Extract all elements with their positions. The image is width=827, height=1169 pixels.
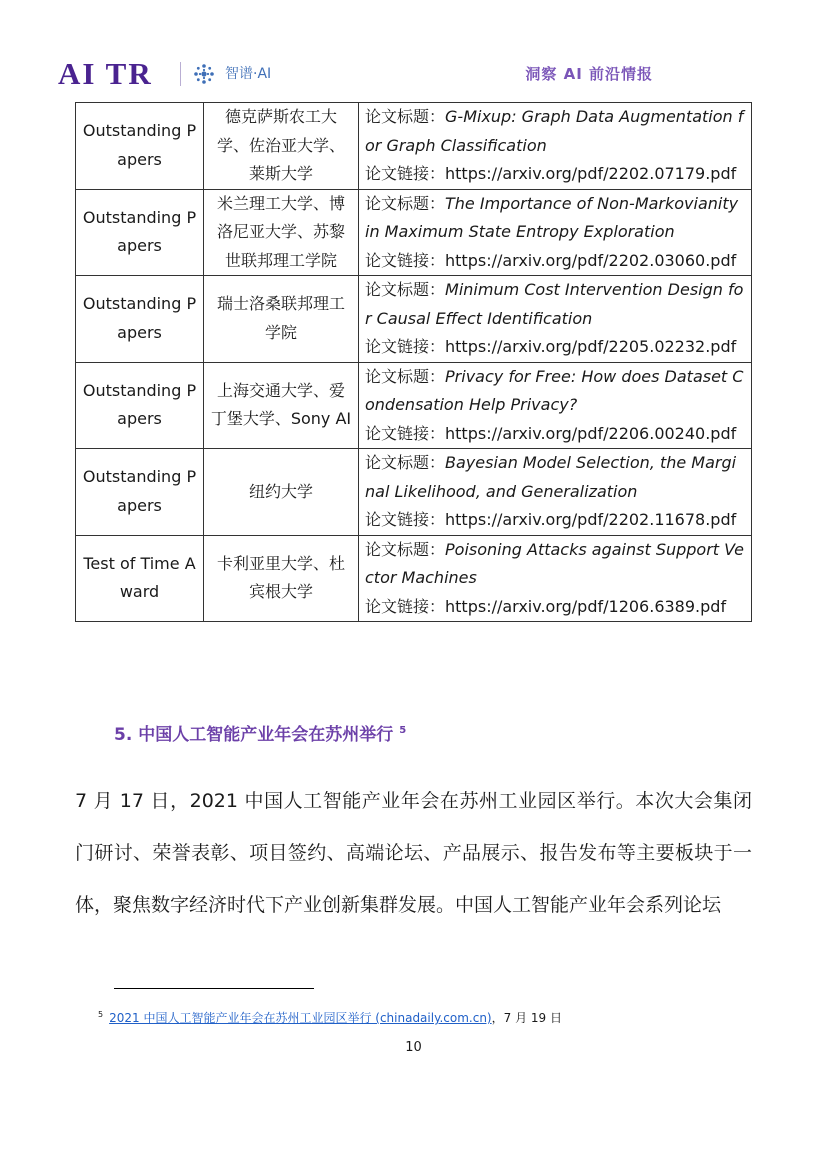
paper-title-line bbox=[365, 363, 745, 420]
paper-link-line bbox=[365, 160, 745, 189]
paper-title-label: 论文标题： bbox=[365, 366, 446, 386]
paper-link-label: 论文链接： bbox=[365, 423, 446, 443]
footnote-ref[interactable]: 5 bbox=[399, 725, 407, 736]
institution-cell: 上海交通大学、爱丁堡大学、Sony AI bbox=[204, 362, 359, 449]
paper-title-label: 论文标题： bbox=[365, 193, 446, 213]
award-cell: Outstanding Papers bbox=[76, 189, 204, 276]
footnote-divider bbox=[114, 988, 314, 989]
paper-title: The Importance of Non-Markovianity in Maximum State Entropy Exploration bbox=[365, 193, 739, 241]
paper-title-line bbox=[365, 190, 745, 247]
footnote-suffix: ，7 月 19 日 bbox=[491, 1011, 562, 1025]
footnote-link[interactable]: 2021 中国人工智能产业年会在苏州工业园区举行 (chinadaily.com.cn) bbox=[109, 1011, 492, 1025]
paper-title-line bbox=[365, 536, 745, 593]
award-cell: Outstanding Papers bbox=[76, 449, 204, 536]
award-cell: Test of Time Award bbox=[76, 535, 204, 622]
institution-cell: 瑞士洛桑联邦理工学院 bbox=[204, 276, 359, 363]
paper-title: Bayesian Model Selection, the Marginal Likelihood, and Generalization bbox=[365, 453, 737, 501]
paper-title: Privacy for Free: How does Dataset Condensation Help Privacy? bbox=[365, 366, 744, 414]
table-row bbox=[76, 189, 752, 276]
paper-link-line bbox=[365, 333, 745, 362]
paper-title: Poisoning Attacks against Support Vector Machines bbox=[365, 539, 745, 587]
paper-link-line bbox=[365, 506, 745, 535]
paper-cell bbox=[359, 535, 752, 622]
section-heading bbox=[114, 720, 406, 745]
institution-cell: 卡利亚里大学、杜宾根大学 bbox=[204, 535, 359, 622]
paper-link[interactable]: https://arxiv.org/pdf/2202.11678.pdf bbox=[445, 510, 737, 529]
table-row bbox=[76, 362, 752, 449]
institution-cell: 纽约大学 bbox=[204, 449, 359, 536]
paper-link-line bbox=[365, 593, 745, 622]
institution-cell: 德克萨斯农工大学、佐治亚大学、莱斯大学 bbox=[204, 103, 359, 190]
table-row bbox=[76, 535, 752, 622]
paper-link-line bbox=[365, 420, 745, 449]
paper-title-label: 论文标题： bbox=[365, 539, 446, 559]
logo-divider bbox=[180, 62, 181, 86]
institution-cell: 米兰理工大学、博洛尼亚大学、苏黎世联邦理工学院 bbox=[204, 189, 359, 276]
footnote bbox=[98, 1006, 562, 1027]
paper-title-label: 论文标题： bbox=[365, 280, 446, 299]
paper-link[interactable]: https://arxiv.org/pdf/2202.07179.pdf bbox=[445, 164, 737, 183]
page-header bbox=[0, 0, 827, 100]
section-heading-text: 5. 中国人工智能产业年会在苏州举行 bbox=[114, 725, 394, 745]
paper-link[interactable]: https://arxiv.org/pdf/2202.03060.pdf bbox=[445, 250, 737, 270]
paper-title-label: 论文标题： bbox=[365, 107, 446, 126]
paper-link[interactable]: https://arxiv.org/pdf/1206.6389.pdf bbox=[445, 596, 727, 616]
awards-table bbox=[75, 102, 752, 622]
zhipu-dots-icon bbox=[192, 62, 216, 86]
body-paragraph: 7 月 17 日，2021 中国人工智能产业年会在苏州工业园区举行。本次大会集闭门研讨、荣誉表彰、项目签约、高端论坛、产品展示、报告发布等主要板块于一体，聚焦数字经济时代下产业创新集群发展。中国人工智能产业年会系列论坛 bbox=[75, 790, 752, 916]
paper-cell bbox=[359, 362, 752, 449]
award-cell: Outstanding Papers bbox=[76, 103, 204, 190]
paper-link-label: 论文链接： bbox=[365, 596, 446, 616]
paper-cell bbox=[359, 276, 752, 363]
table-row bbox=[76, 276, 752, 363]
paper-cell bbox=[359, 103, 752, 190]
table-row bbox=[76, 103, 752, 190]
paper-title-line bbox=[365, 449, 745, 506]
header-tagline: 洞察 AI 前沿情报 bbox=[525, 65, 653, 83]
paper-link-line bbox=[365, 247, 745, 276]
paper-link-label: 论文链接： bbox=[365, 250, 446, 270]
paper-title: G-Mixup: Graph Data Augmentation for Graph Classification bbox=[365, 107, 744, 155]
zhipu-logo-text: 智谱·AI bbox=[225, 66, 272, 82]
paper-link[interactable]: https://arxiv.org/pdf/2205.02232.pdf bbox=[445, 337, 737, 356]
paper-title-label: 论文标题： bbox=[365, 453, 446, 472]
table-row bbox=[76, 449, 752, 536]
award-cell: Outstanding Papers bbox=[76, 362, 204, 449]
paper-cell bbox=[359, 449, 752, 536]
aitr-logo: AI TR bbox=[58, 56, 153, 91]
paper-link-label: 论文链接： bbox=[365, 164, 446, 183]
footnote-number: 5 bbox=[98, 1010, 104, 1019]
page-number: 10 bbox=[405, 1040, 422, 1055]
award-cell: Outstanding Papers bbox=[76, 276, 204, 363]
paper-title-line bbox=[365, 276, 745, 333]
paper-link-label: 论文链接： bbox=[365, 337, 446, 356]
paper-cell bbox=[359, 189, 752, 276]
paper-link-label: 论文链接： bbox=[365, 510, 446, 529]
paper-title: Minimum Cost Intervention Design for Causal Effect Identification bbox=[365, 280, 744, 328]
paper-link[interactable]: https://arxiv.org/pdf/2206.00240.pdf bbox=[445, 423, 737, 443]
paper-title-line bbox=[365, 103, 745, 160]
